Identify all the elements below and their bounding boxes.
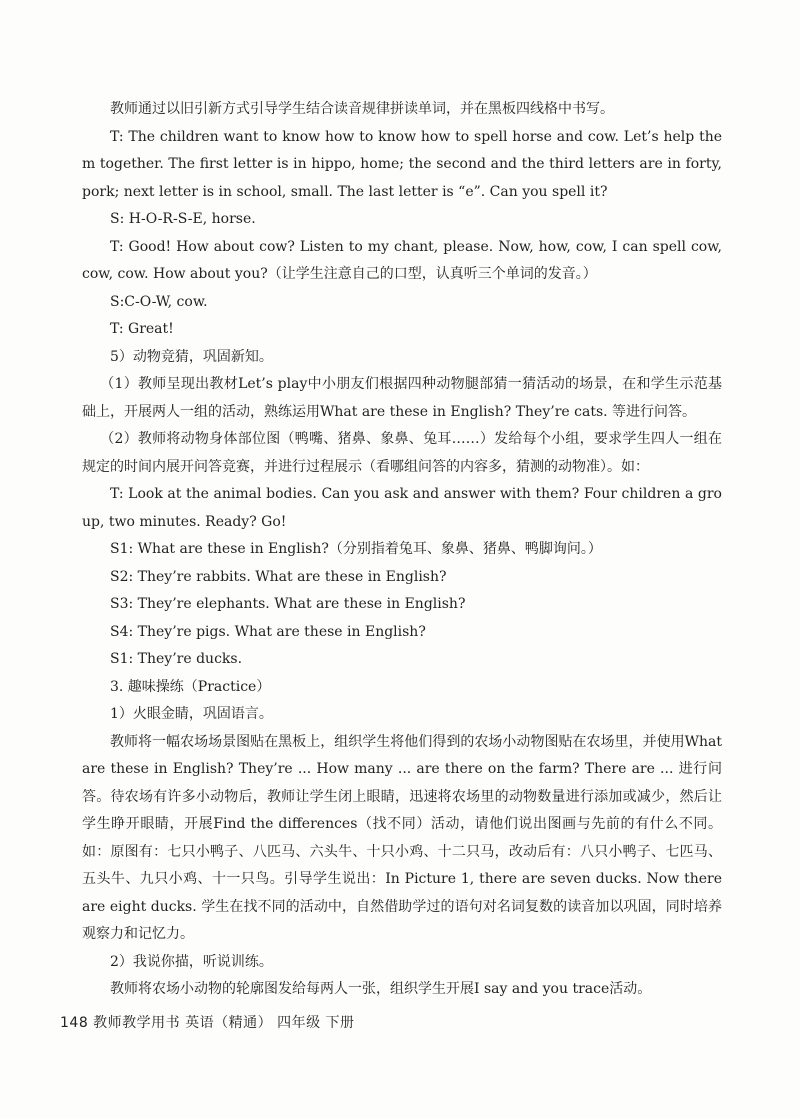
paragraph-teacher-cow: T: Good! How about cow? Listen to my chant, please. Now, how, cow, I can spell cow, cow, cow. How about you?（让学生注意自己的口型，认真听三个单词的发音。） <box>82 238 722 282</box>
section-heading-animal-guess: 5）动物竞猜，巩固新知。 <box>110 348 273 365</box>
paragraph-teacher-spell-horse: T: The children want to know how to know how to spell horse and cow. Let’s help them together. The first letter is in hippo, home; the second and the third letters are in forty, pork; next letter is in school, small. The last letter is “e”. Can you spell it? <box>82 128 722 200</box>
section-heading-practice: 3. 趣味操练（Practice） <box>110 678 271 695</box>
page-body <box>82 96 722 1004</box>
paragraph-student-cow: S:C-O-W, cow. <box>110 293 208 310</box>
dialogue-s4: S4: They’re pigs. What are these in English? <box>110 623 426 640</box>
dialogue-s3: S3: They’re elephants. What are these in English? <box>110 596 466 612</box>
subsection-heading-2: 2）我说你描，听说训练。 <box>110 953 273 970</box>
page-footer: 148 教师教学用书 英语（精通） 四年级 下册 <box>60 1015 355 1031</box>
paragraph-item-1: （1）教师呈现出教材Let’s play中小朋友们根据四种动物腿部猜一猜活动的场景，在和学生示范基础上，开展两人一组的活动，熟练运用What are these in English? They’re cats. 等进行问答。 <box>82 376 722 420</box>
paragraph-item-2: （2）教师将动物身体部位图（鸭嘴、猪鼻、象鼻、兔耳……）发给每个小组，要求学生四人一组在规定的时间内展开问答竞赛，并进行过程展示（看哪组问答的内容多，猜测的动物准）。如： <box>82 431 722 475</box>
paragraph-trace-activity: 教师将农场小动物的轮廓图发给每两人一张，组织学生开展I say and you trace活动。 <box>110 981 652 997</box>
paragraph-intro: 教师通过以旧引新方式引导学生结合读音规律拼读单词，并在黑板四线格中书写。 <box>110 101 614 117</box>
paragraph-farm-activity: 教师将一幅农场场景图贴在黑板上，组织学生将他们得到的农场小动物图贴在农场里，并使用What are these in English? They’re ... How many ... are there on the farm? There are ... 进行问答。待农场有许多小动物后，教师让学生闭上眼睛，迅速将农场里的动物数量进行添加或减少，然后让学生睁开眼睛，开展Find the differences（找不同）活动，请他们说出图画与先前的有什么不同。如：原图有：七只小鸭子、八匹马、六头牛、十只小鸡、十二只马，改动后有：八只小鸭子、七匹马、五头牛、九只小鸡、十一只鸟。引导学生说出：In Picture 1, there are seven ducks. Now there are eight ducks. 学生在找不同的活动中，自然借助学过的语句对名词复数的读音加以巩固，同时培养观察力和记忆力。 <box>82 733 722 942</box>
dialogue-s2: S2: They’re rabbits. What are these in English? <box>110 568 447 585</box>
paragraph-teacher-bodies: T: Look at the animal bodies. Can you ask and answer with them? Four children a group, two minutes. Ready? Go! <box>82 486 722 530</box>
paragraph-teacher-great: T: Great! <box>110 321 174 337</box>
dialogue-s1-answer: S1: They’re ducks. <box>110 651 243 667</box>
paragraph-student-horse: S: H-O-R-S-E, horse. <box>110 211 256 227</box>
subsection-heading-1: 1）火眼金睛，巩固语言。 <box>110 706 273 722</box>
dialogue-s1-question: S1: What are these in English?（分别指着兔耳、象鼻、猪鼻、鸭脚询问。） <box>110 541 602 557</box>
